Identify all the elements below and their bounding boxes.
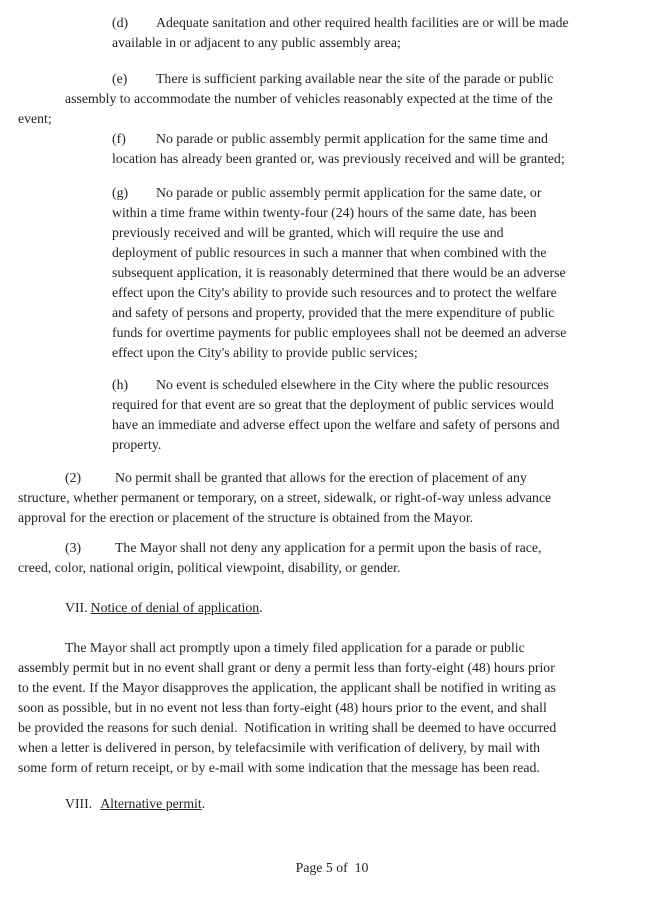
- clause-g-text-2: within a time frame within twenty-four (24) hours of the same date, has been: [112, 205, 537, 220]
- section-vii-title: Notice of denial of application: [90, 600, 260, 615]
- paragraph-2-text-3: approval for the erection or placement of the structure is obtained from the Mayor.: [18, 510, 474, 525]
- clause-h-text-1: No event is scheduled elsewhere in the City where the public resources: [156, 377, 549, 392]
- clause-g-text-4: deployment of public resources in such a manner that when combined with the: [112, 245, 547, 260]
- clause-g-label: (g): [112, 185, 129, 200]
- clause-g-text-9: effect upon the City's ability to provide public services;: [112, 345, 418, 360]
- clause-d-label: (d): [112, 15, 129, 30]
- clause-h: [18, 375, 644, 455]
- clause-f: [18, 129, 644, 169]
- section-vii-body-line-5: be provided the reasons for such denial. Notification in writing shall be deemed to have occurred: [18, 720, 557, 735]
- clause-g-line-1: [112, 183, 644, 203]
- section-viii-title: Alternative permit: [100, 796, 202, 811]
- clause-d: [18, 13, 644, 53]
- paragraph-2: [18, 468, 644, 528]
- clause-f-label: (f): [112, 131, 126, 146]
- section-vii-body-line-1: The Mayor shall act promptly upon a timely filed application for a parade or public: [65, 640, 525, 655]
- clause-d-text-2: available in or adjacent to any public assembly area;: [112, 35, 401, 50]
- paragraph-3-line-1: [65, 538, 644, 558]
- section-vii-body-line-6: when a letter is delivered in person, by telefacsimile with verification of delivery, by mail with: [18, 740, 541, 755]
- clause-g: [18, 183, 644, 363]
- clause-g-text-1: No parade or public assembly permit application for the same date, or: [156, 185, 542, 200]
- clause-e-text-1: There is sufficient parking available near the site of the parade or public: [156, 71, 554, 86]
- paragraph-3: [18, 538, 644, 578]
- paragraph-2-label: (2): [65, 470, 82, 485]
- section-heading-viii: [65, 794, 644, 814]
- clause-h-text-3: have an immediate and adverse effect upon the welfare and safety of persons and: [112, 417, 560, 432]
- clause-e-label: (e): [112, 71, 128, 86]
- clause-e-line-1: [112, 69, 644, 89]
- clause-h-line-1: [112, 375, 644, 395]
- section-vii-body-line-4: soon as possible, but in no event not less than forty-eight (48) hours prior to the event, and shall: [18, 700, 547, 715]
- paragraph-2-text-1: No permit shall be granted that allows for the erection of placement of any: [115, 470, 527, 485]
- section-vii-body-line-7: some form of return receipt, or by e-mail with some indication that the message has been read.: [18, 760, 540, 775]
- clause-h-text-4: property.: [112, 437, 162, 452]
- clause-g-text-7: and safety of persons and property, provided that the mere expenditure of public: [112, 305, 555, 320]
- clause-h-text-2: required for that event are so great that the deployment of public services would: [112, 397, 554, 412]
- clause-e: [18, 69, 644, 129]
- clause-h-label: (h): [112, 377, 129, 392]
- section-heading-vii: [65, 598, 644, 618]
- section-viii-numeral: VIII.: [65, 796, 93, 811]
- paragraph-2-text-2: structure, whether permanent or temporary, on a street, sidewalk, or right-of-way unless advance: [18, 490, 552, 505]
- clause-e-text-2: assembly to accommodate the number of vehicles reasonably expected at the time of the: [65, 91, 553, 106]
- clause-g-text-5: subsequent application, it is reasonably determined that there would be an adverse: [112, 265, 566, 280]
- section-vii-body-line-2: assembly permit but in no event shall grant or deny a permit less than forty-eight (48) hours prior: [18, 660, 555, 675]
- paragraph-3-label: (3): [65, 540, 82, 555]
- clause-e-text-3: event;: [18, 111, 52, 126]
- clause-f-line-1: [112, 129, 644, 149]
- section-vii-body-line-3: to the event. If the Mayor disapproves the application, the applicant shall be notified in writing as: [18, 680, 556, 695]
- section-vii-body: [18, 638, 644, 778]
- clause-d-line-1: [112, 13, 644, 33]
- clause-g-text-6: effect upon the City's ability to provide such resources and to protect the welfare: [112, 285, 557, 300]
- clause-g-text-3: previously received and will be granted, which will require the use and: [112, 225, 504, 240]
- paragraph-3-text-1: The Mayor shall not deny any application for a permit upon the basis of race,: [115, 540, 542, 555]
- clause-g-text-8: funds for overtime payments for public employees shall not be deemed an adverse: [112, 325, 567, 340]
- section-vii-period: .: [259, 600, 263, 615]
- paragraph-3-text-2: creed, color, national origin, political viewpoint, disability, or gender.: [18, 560, 401, 575]
- paragraph-2-line-1: [65, 468, 644, 488]
- section-viii-period: .: [201, 796, 206, 811]
- section-vii-numeral: VII.: [65, 600, 88, 615]
- clause-f-text-1: No parade or public assembly permit application for the same time and: [156, 131, 548, 146]
- page-number: Page 5 of 10: [295, 860, 369, 875]
- clause-d-text-1: Adequate sanitation and other required health facilities are or will be made: [156, 15, 569, 30]
- clause-f-text-2: location has already been granted or, was previously received and will be granted;: [112, 151, 565, 166]
